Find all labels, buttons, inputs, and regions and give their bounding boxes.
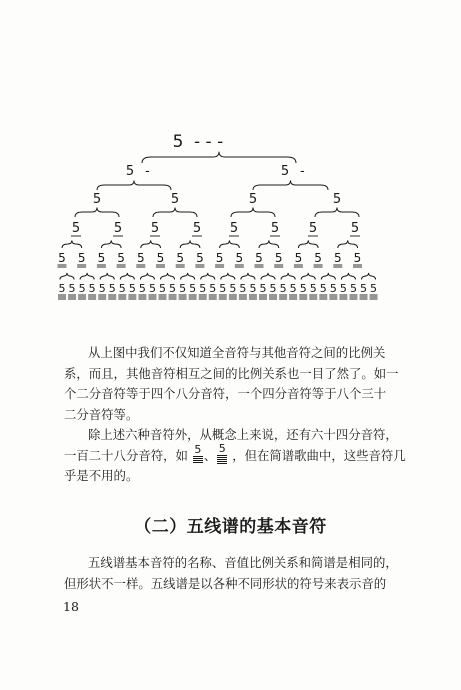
brace xyxy=(100,273,114,280)
sixteenth-note: 5 xyxy=(176,251,185,265)
sixteenth-note: 5 xyxy=(156,251,165,265)
brace xyxy=(321,273,335,280)
half-note: 5 xyxy=(125,164,135,179)
sixteenth-note: 5 xyxy=(235,251,244,265)
eighth-note: 5 xyxy=(308,221,318,236)
thirty-second-note: 5 xyxy=(68,282,76,295)
thirty-second-note: 5 xyxy=(329,282,337,295)
thirty-second-note: 5 xyxy=(319,282,327,295)
eighth-note: 5 xyxy=(350,221,360,236)
brace xyxy=(231,208,275,218)
brace xyxy=(261,273,275,280)
brace xyxy=(180,240,200,248)
brace xyxy=(301,273,315,280)
underline xyxy=(217,459,227,460)
sixteenth-note: 5 xyxy=(117,251,125,265)
underline xyxy=(217,455,227,456)
whole-note: 5 xyxy=(172,132,184,152)
thirty-second-note: 5 xyxy=(289,282,297,295)
section-heading: （二）五线谱的基本音符 xyxy=(134,517,327,537)
paragraph-3 xyxy=(64,553,398,594)
sixteenth-note: 5 xyxy=(353,251,362,265)
sixteenth-note: 5 xyxy=(294,251,303,265)
thirty-second-note: 5 xyxy=(159,282,166,295)
page-number: 18 xyxy=(63,599,79,614)
brace xyxy=(120,273,134,280)
half-note-dash: - xyxy=(300,164,305,179)
underline xyxy=(217,463,227,464)
eighth-note: 5 xyxy=(229,221,239,236)
thirty-second-note: 5 xyxy=(309,282,317,295)
thirty-second-note: 5 xyxy=(189,282,197,295)
text-line-with-example xyxy=(64,442,406,467)
sixteenth-note: 5 xyxy=(97,251,106,265)
thirty-second-note: 5 xyxy=(299,282,307,295)
text-line: 乎是不用的。 xyxy=(64,468,139,483)
sixteenth-note: 5 xyxy=(255,251,263,265)
thirty-second-note: 5 xyxy=(219,282,227,295)
brace xyxy=(253,181,328,191)
thirty-second-note: 5 xyxy=(209,282,217,295)
brace xyxy=(315,208,359,218)
underline xyxy=(193,462,203,463)
brace xyxy=(161,273,175,280)
text-line: 个二分音符等于四个八分音符，一个四分音符等于八个三十 xyxy=(64,386,387,401)
thirty-second-note: 5 xyxy=(249,282,257,295)
sixteenth-note: 5 xyxy=(333,251,342,265)
whole-note-dashes: - - - xyxy=(194,132,224,152)
quarter-note: 5 xyxy=(332,192,342,207)
brace xyxy=(281,273,295,280)
eighth-note: 5 xyxy=(150,221,160,236)
paragraph-1 xyxy=(64,343,398,425)
thirty-second-note: 5 xyxy=(128,282,136,295)
thirty-second-note: 5 xyxy=(239,282,247,295)
thirty-second-note: 5 xyxy=(199,282,207,295)
underline xyxy=(193,458,203,459)
underline xyxy=(193,456,203,457)
thirty-second-note: 5 xyxy=(349,282,357,295)
thirty-second-note: 5 xyxy=(339,282,347,295)
half-note: 5 xyxy=(280,164,290,179)
example-separator: 、 xyxy=(203,447,217,463)
thirty-second-note: 5 xyxy=(148,282,156,295)
thirty-second-note: 5 xyxy=(360,282,367,295)
sixteenth-note: 5 xyxy=(136,251,145,265)
brace xyxy=(338,240,358,248)
brace xyxy=(181,273,195,280)
text-line: 除上述六种音符外，从概念上来说，还有六十四分音符， xyxy=(88,427,398,442)
text-line: 五线谱基本音符的名称、音值比例关系和简谱是相同的， xyxy=(88,555,398,570)
thirty-second-note: 5 xyxy=(229,282,237,295)
quarter-note: 5 xyxy=(92,192,102,207)
text-line: 但形状不一样。五线谱是以各种不同形状的符号来表示音的 xyxy=(64,575,387,591)
text-segment: 一百二十八分音符，如 xyxy=(64,447,188,463)
brace xyxy=(259,240,279,248)
half-note-dash: - xyxy=(145,164,150,179)
sixteenth-note: 5 xyxy=(274,251,283,265)
eighth-note: 5 xyxy=(192,221,202,236)
sixteenth-note: 5 xyxy=(196,251,204,265)
brace xyxy=(142,152,296,163)
eighth-note: 5 xyxy=(270,221,280,236)
thirty-second-note: 5 xyxy=(169,282,177,295)
brace xyxy=(341,273,355,280)
thirty-second-note: 5 xyxy=(259,282,267,295)
underline xyxy=(217,461,227,462)
brace xyxy=(101,240,121,248)
text-line: 从上图中我们不仅知道全音符与其他音符之间的比例关 xyxy=(88,345,386,360)
brace xyxy=(220,240,240,248)
thirty-second-note: 5 xyxy=(108,282,116,295)
brace xyxy=(201,273,215,280)
thirty-second-note: 5 xyxy=(88,282,96,295)
text-line: 二分音符等。 xyxy=(64,406,139,422)
brace xyxy=(140,273,154,280)
brace xyxy=(298,240,318,248)
eighth-note: 5 xyxy=(71,221,81,236)
thirty-second-note: 5 xyxy=(279,282,287,295)
brace xyxy=(362,273,376,280)
sixteenth-note: 5 xyxy=(58,251,66,265)
paragraph-2 xyxy=(64,425,406,487)
note-digit: 5 xyxy=(218,442,226,455)
text-segment: ，但在简谱歌曲中，这些音符几 xyxy=(232,447,406,463)
sixteenth-note: 5 xyxy=(314,251,322,265)
quarter-note: 5 xyxy=(170,192,180,207)
brace xyxy=(62,240,82,248)
brace xyxy=(141,240,161,248)
note-digit: 5 xyxy=(194,443,202,456)
thirty-second-note: 5 xyxy=(98,282,106,295)
thirty-second-note: 5 xyxy=(58,282,66,295)
brace xyxy=(80,273,94,280)
underline xyxy=(217,457,227,458)
thirty-second-note: 5 xyxy=(138,282,146,295)
quarter-note: 5 xyxy=(248,192,258,207)
one-twenty-eighth-note-example xyxy=(217,444,227,464)
thirty-second-note: 5 xyxy=(179,282,187,295)
brace xyxy=(153,208,197,218)
underline xyxy=(193,460,203,461)
sixteenth-note: 5 xyxy=(215,251,224,265)
eighth-note: 5 xyxy=(113,221,123,236)
sixteenth-note: 5 xyxy=(77,251,86,265)
sixty-fourth-note-example xyxy=(193,445,203,463)
thirty-second-note: 5 xyxy=(269,282,277,295)
brace xyxy=(75,208,119,218)
thirty-second-note: 5 xyxy=(78,282,86,295)
note-value-tree-diagram xyxy=(0,0,461,330)
thirty-second-note: 5 xyxy=(118,282,126,295)
brace xyxy=(241,273,255,280)
brace xyxy=(221,273,235,280)
text-line: 系，而且，其他音符相互之间的比例关系也一目了然了。如一 xyxy=(64,365,399,381)
brace xyxy=(60,273,74,280)
thirty-second-note: 5 xyxy=(370,282,378,295)
brace xyxy=(97,181,171,191)
